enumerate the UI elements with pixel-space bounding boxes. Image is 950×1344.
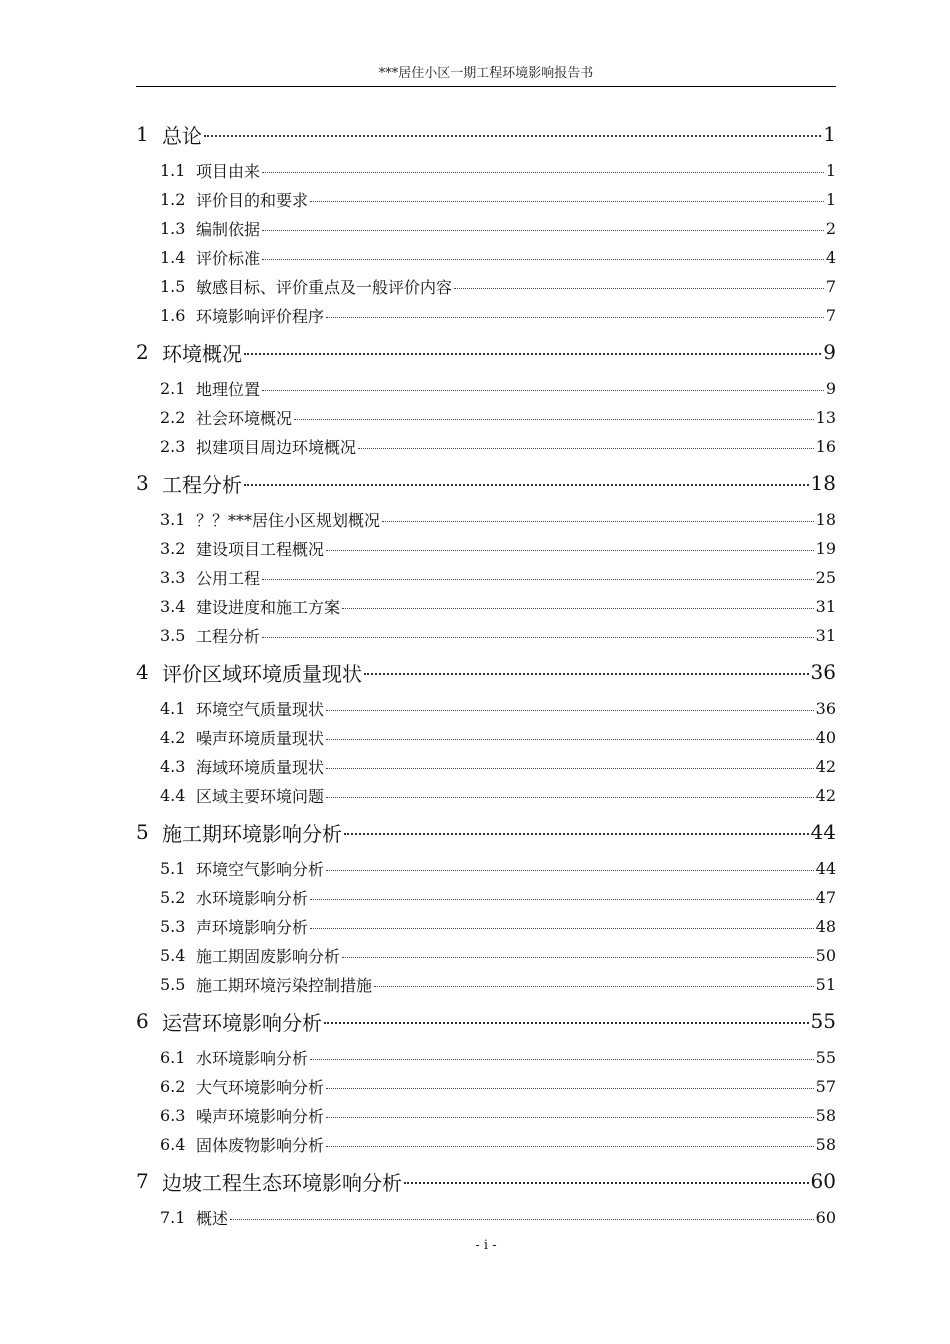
toc-entry-title: 建设进度和施工方案 — [196, 598, 341, 617]
toc-entry-page: 18 — [815, 510, 836, 529]
toc-entry-title: 公用工程 — [196, 569, 261, 588]
toc-section-entry[interactable] — [136, 912, 836, 941]
toc-entry-page: 1 — [825, 161, 836, 180]
toc-entry-number: 1.2 — [160, 190, 186, 209]
toc-entry-number: 5.1 — [160, 859, 186, 878]
toc-entry-title: 噪声环境质量现状 — [196, 729, 325, 748]
toc-entry-number: 3.5 — [160, 626, 186, 645]
toc-chapter-entry[interactable] — [136, 810, 836, 854]
toc-entry-number: 5 — [136, 820, 149, 844]
toc-entry-title: 声环境影响分析 — [196, 918, 309, 937]
toc-section-entry[interactable] — [136, 301, 836, 330]
toc-entry-title: 项目由来 — [196, 162, 261, 181]
toc-entry-page: 31 — [815, 626, 836, 645]
toc-entry-number: 5.2 — [160, 888, 186, 907]
toc-section-entry[interactable] — [136, 374, 836, 403]
toc-dot-leader — [326, 870, 814, 871]
toc-entry-page: 58 — [815, 1135, 836, 1154]
toc-dot-leader — [262, 637, 814, 638]
toc-section-entry[interactable] — [136, 214, 836, 243]
toc-entry-page: 55 — [815, 1048, 836, 1067]
toc-entry-page: 25 — [815, 568, 836, 587]
toc-entry-title: 噪声环境影响分析 — [196, 1107, 325, 1126]
toc-entry-page: 44 — [815, 859, 836, 878]
toc-entry-page: 13 — [815, 408, 836, 427]
toc-section-entry[interactable] — [136, 185, 836, 214]
toc-entry-number: 1.1 — [160, 161, 186, 180]
toc-entry-page: 9 — [825, 379, 836, 398]
toc-entry-page: 36 — [815, 699, 836, 718]
toc-section-entry[interactable] — [136, 621, 836, 650]
toc-dot-leader — [244, 353, 821, 355]
toc-dot-leader — [326, 739, 814, 740]
toc-entry-title: 总论 — [162, 123, 202, 148]
toc-dot-leader — [326, 710, 814, 711]
toc-dot-leader — [262, 390, 824, 391]
toc-chapter-entry[interactable] — [136, 461, 836, 505]
toc-entry-title: 地理位置 — [196, 380, 261, 399]
toc-dot-leader — [262, 172, 824, 173]
toc-entry-title: 概述 — [196, 1209, 229, 1228]
toc-dot-leader — [342, 957, 814, 958]
toc-entry-title: 区域主要环境问题 — [196, 787, 325, 806]
toc-entry-title: 固体废物影响分析 — [196, 1136, 325, 1155]
toc-entry-number: 4 — [136, 660, 149, 684]
toc-dot-leader — [324, 1022, 809, 1024]
toc-entry-title: 敏感目标、评价重点及一般评价内容 — [196, 278, 453, 297]
toc-entry-title: 水环境影响分析 — [196, 1049, 309, 1068]
toc-entry-page: 1 — [823, 122, 836, 146]
header-rule — [136, 86, 836, 87]
toc-dot-leader — [326, 1146, 814, 1147]
toc-section-entry[interactable] — [136, 563, 836, 592]
toc-section-entry[interactable] — [136, 1043, 836, 1072]
toc-dot-leader — [326, 797, 814, 798]
toc-entry-number: 4.1 — [160, 699, 186, 718]
toc-dot-leader — [374, 986, 814, 987]
toc-section-entry[interactable] — [136, 970, 836, 999]
toc-entry-title: 环境空气质量现状 — [196, 700, 325, 719]
toc-entry-page: 60 — [810, 1169, 836, 1193]
toc-entry-page: 7 — [825, 306, 836, 325]
toc-dot-leader — [326, 317, 824, 318]
toc-entry-number: 1.3 — [160, 219, 186, 238]
toc-dot-leader — [326, 1088, 814, 1089]
toc-entry-page: 18 — [810, 471, 836, 495]
toc-dot-leader — [294, 419, 814, 420]
toc-entry-title: 建设项目工程概况 — [196, 540, 325, 559]
toc-entry-title: 运营环境影响分析 — [162, 1010, 322, 1035]
toc-dot-leader — [342, 608, 814, 609]
toc-dot-leader — [310, 1059, 814, 1060]
toc-entry-page: 50 — [815, 946, 836, 965]
toc-dot-leader — [344, 833, 809, 835]
toc-entry-title: 工程分析 — [162, 472, 242, 497]
toc-entry-title: 大气环境影响分析 — [196, 1078, 325, 1097]
toc-entry-page: 42 — [815, 786, 836, 805]
toc-section-entry[interactable] — [136, 243, 836, 272]
toc-chapter-entry[interactable] — [136, 330, 836, 374]
toc-entry-title: 海域环境质量现状 — [196, 758, 325, 777]
toc-dot-leader — [310, 899, 814, 900]
toc-entry-number: 1.4 — [160, 248, 186, 267]
toc-dot-leader — [230, 1219, 814, 1220]
page-footer-number: - i - — [475, 1238, 497, 1253]
toc-entry-title: 环境影响评价程序 — [196, 307, 325, 326]
toc-entry-page: 48 — [815, 917, 836, 936]
toc-entry-number: 3.2 — [160, 539, 186, 558]
toc-entry-title: 施工期环境影响分析 — [162, 821, 342, 846]
toc-entry-title: 社会环境概况 — [196, 409, 293, 428]
toc-entry-number: 6 — [136, 1009, 149, 1033]
toc-section-entry[interactable] — [136, 1072, 836, 1101]
toc-dot-leader — [358, 448, 814, 449]
toc-entry-title: 水环境影响分析 — [196, 889, 309, 908]
toc-section-entry[interactable] — [136, 534, 836, 563]
toc-entry-page: 16 — [815, 437, 836, 456]
toc-chapter-entry[interactable] — [136, 650, 836, 694]
toc-dot-leader — [204, 135, 821, 137]
toc-dot-leader — [326, 550, 814, 551]
toc-section-entry[interactable] — [136, 883, 836, 912]
toc-entry-number: 6.1 — [160, 1048, 186, 1067]
toc-dot-leader — [262, 230, 824, 231]
toc-entry-number: 2.2 — [160, 408, 186, 427]
toc-entry-title: 工程分析 — [196, 627, 261, 646]
toc-entry-title: 拟建项目周边环境概况 — [196, 438, 357, 457]
toc-entry-number: 1 — [136, 122, 149, 146]
toc-entry-number: 7.1 — [160, 1208, 186, 1227]
toc-dot-leader — [454, 288, 824, 289]
toc-entry-page: 47 — [815, 888, 836, 907]
toc-section-entry[interactable] — [136, 752, 836, 781]
toc-entry-number: 2 — [136, 340, 149, 364]
toc-entry-page: 31 — [815, 597, 836, 616]
toc-dot-leader — [326, 1117, 814, 1118]
toc-entry-page: 7 — [825, 277, 836, 296]
toc-dot-leader — [404, 1182, 809, 1184]
toc-dot-leader — [310, 201, 824, 202]
toc-entry-number: 2.3 — [160, 437, 186, 456]
toc-entry-number: 5.3 — [160, 917, 186, 936]
toc-entry-title: 评价区域环境质量现状 — [162, 661, 362, 686]
toc-entry-page: 36 — [810, 660, 836, 684]
toc-dot-leader — [364, 673, 809, 675]
toc-section-entry[interactable] — [136, 854, 836, 883]
toc-entry-number: 6.3 — [160, 1106, 186, 1125]
toc-entry-number: 3.3 — [160, 568, 186, 587]
toc-entry-number: 3.4 — [160, 597, 186, 616]
toc-entry-number: 6.2 — [160, 1077, 186, 1096]
toc-section-entry[interactable] — [136, 403, 836, 432]
toc-entry-title: 施工期固废影响分析 — [196, 947, 341, 966]
toc-entry-page: 60 — [815, 1208, 836, 1227]
toc-entry-number: 2.1 — [160, 379, 186, 398]
toc-chapter-entry[interactable] — [136, 1159, 836, 1203]
toc-section-entry[interactable] — [136, 941, 836, 970]
toc-entry-title: ？？***居住小区规划概况 — [196, 511, 381, 530]
toc-dot-leader — [382, 521, 814, 522]
toc-entry-page: 57 — [815, 1077, 836, 1096]
toc-section-entry[interactable] — [136, 432, 836, 461]
toc-section-entry[interactable] — [136, 1130, 836, 1159]
toc-section-entry[interactable] — [136, 156, 836, 185]
toc-entry-page: 51 — [815, 975, 836, 994]
toc-dot-leader — [310, 928, 814, 929]
toc-section-entry[interactable] — [136, 1101, 836, 1130]
toc-entry-title: 环境空气影响分析 — [196, 860, 325, 879]
toc-entry-title: 评价标准 — [196, 249, 261, 268]
toc-entry-number: 7 — [136, 1169, 149, 1193]
toc-entry-page: 42 — [815, 757, 836, 776]
toc-dot-leader — [262, 259, 824, 260]
toc-entry-number: 1.5 — [160, 277, 186, 296]
page-header-title: ***居住小区一期工程环境影响报告书 — [378, 66, 594, 81]
toc-entry-page: 55 — [810, 1009, 836, 1033]
toc-entry-page: 19 — [815, 539, 836, 558]
toc-entry-number: 4.2 — [160, 728, 186, 747]
toc-section-entry[interactable] — [136, 1203, 836, 1232]
toc-dot-leader — [244, 484, 809, 486]
toc-section-entry[interactable] — [136, 723, 836, 752]
toc-section-entry[interactable] — [136, 505, 836, 534]
toc-entry-number: 3 — [136, 471, 149, 495]
toc-section-entry[interactable] — [136, 694, 836, 723]
toc-entry-page: 44 — [810, 820, 836, 844]
toc-section-entry[interactable] — [136, 592, 836, 621]
toc-entry-page: 2 — [825, 219, 836, 238]
toc-entry-page: 40 — [815, 728, 836, 747]
toc-entry-number: 5.4 — [160, 946, 186, 965]
toc-chapter-entry[interactable] — [136, 999, 836, 1043]
toc-entry-page: 1 — [825, 190, 836, 209]
toc-chapter-entry[interactable] — [136, 112, 836, 156]
toc-section-entry[interactable] — [136, 781, 836, 810]
toc-entry-title: 评价目的和要求 — [196, 191, 309, 210]
toc-entry-number: 6.4 — [160, 1135, 186, 1154]
toc-entry-title: 边坡工程生态环境影响分析 — [162, 1170, 402, 1195]
toc-entry-title: 编制依据 — [196, 220, 261, 239]
toc-entry-page: 9 — [823, 340, 836, 364]
toc-entry-number: 3.1 — [160, 510, 186, 529]
table-of-contents — [136, 112, 836, 1232]
toc-entry-number: 4.3 — [160, 757, 186, 776]
toc-entry-number: 5.5 — [160, 975, 186, 994]
toc-entry-title: 施工期环境污染控制措施 — [196, 976, 373, 995]
toc-entry-page: 4 — [825, 248, 836, 267]
toc-section-entry[interactable] — [136, 272, 836, 301]
toc-entry-page: 58 — [815, 1106, 836, 1125]
toc-entry-number: 1.6 — [160, 306, 186, 325]
toc-dot-leader — [262, 579, 814, 580]
toc-entry-title: 环境概况 — [162, 341, 242, 366]
toc-dot-leader — [326, 768, 814, 769]
toc-entry-number: 4.4 — [160, 786, 186, 805]
